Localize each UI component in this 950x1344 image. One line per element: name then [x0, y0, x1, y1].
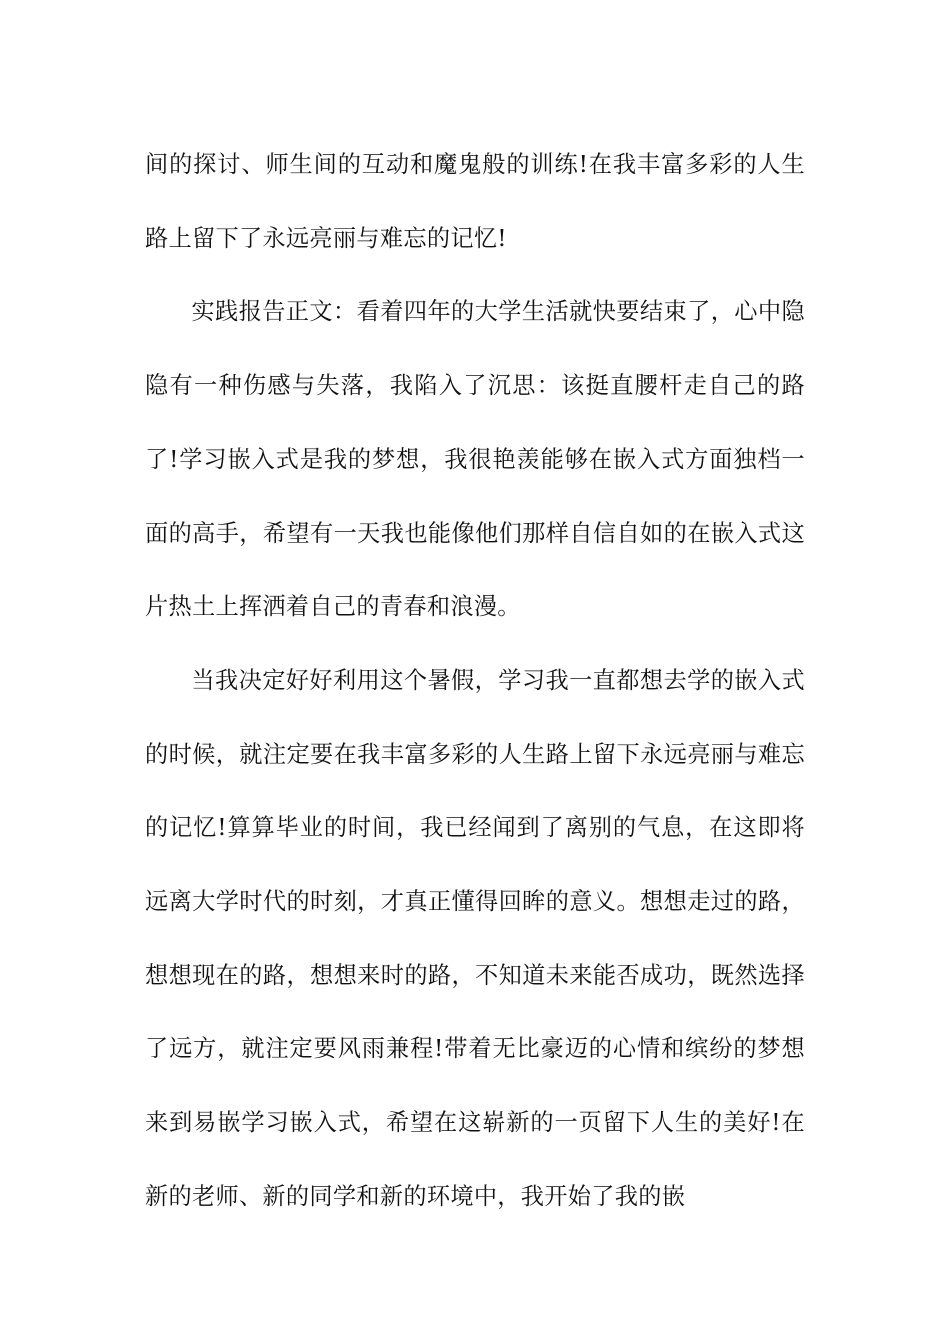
body-text: [145, 128, 805, 1234]
paragraph-report-body: 实践报告正文：看着四年的大学生活就快要结束了，心中隐隐有一种伤感与失落，我陷入了沉思：该挺直腰杆走自己的路了!学习嵌入式是我的梦想，我很艳羡能够在嵌入式方面独档一面的高手，希望有一天我也能像他们那样自信自如的在嵌入式这片热土上挥洒着自己的青春和浪漫。: [145, 298, 805, 621]
paragraph-continuation: 间的探讨、师生间的互动和魔鬼般的训练!在我丰富多彩的人生路上留下了永远亮丽与难忘的记忆!: [145, 151, 805, 252]
paragraph-summer-study: 当我决定好好利用这个暑假，学习我一直都想去学的嵌入式的时候，就注定要在我丰富多彩的人生路上留下永远亮丽与难忘的记忆!算算毕业的时间，我已经闻到了离别的气息，在这即将远离大学时代的时刻，才真正懂得回眸的意义。想想走过的路，想想现在的路，想想来时的路，不知道未来能否成功，既然选择了远方，就注定要风雨兼程!带着无比豪迈的心情和缤纷的梦想来到易嵌学习嵌入式，希望在这崭新的一页留下人生的美好!在新的老师、新的同学和新的环境中，我开始了我的嵌: [145, 666, 805, 1210]
